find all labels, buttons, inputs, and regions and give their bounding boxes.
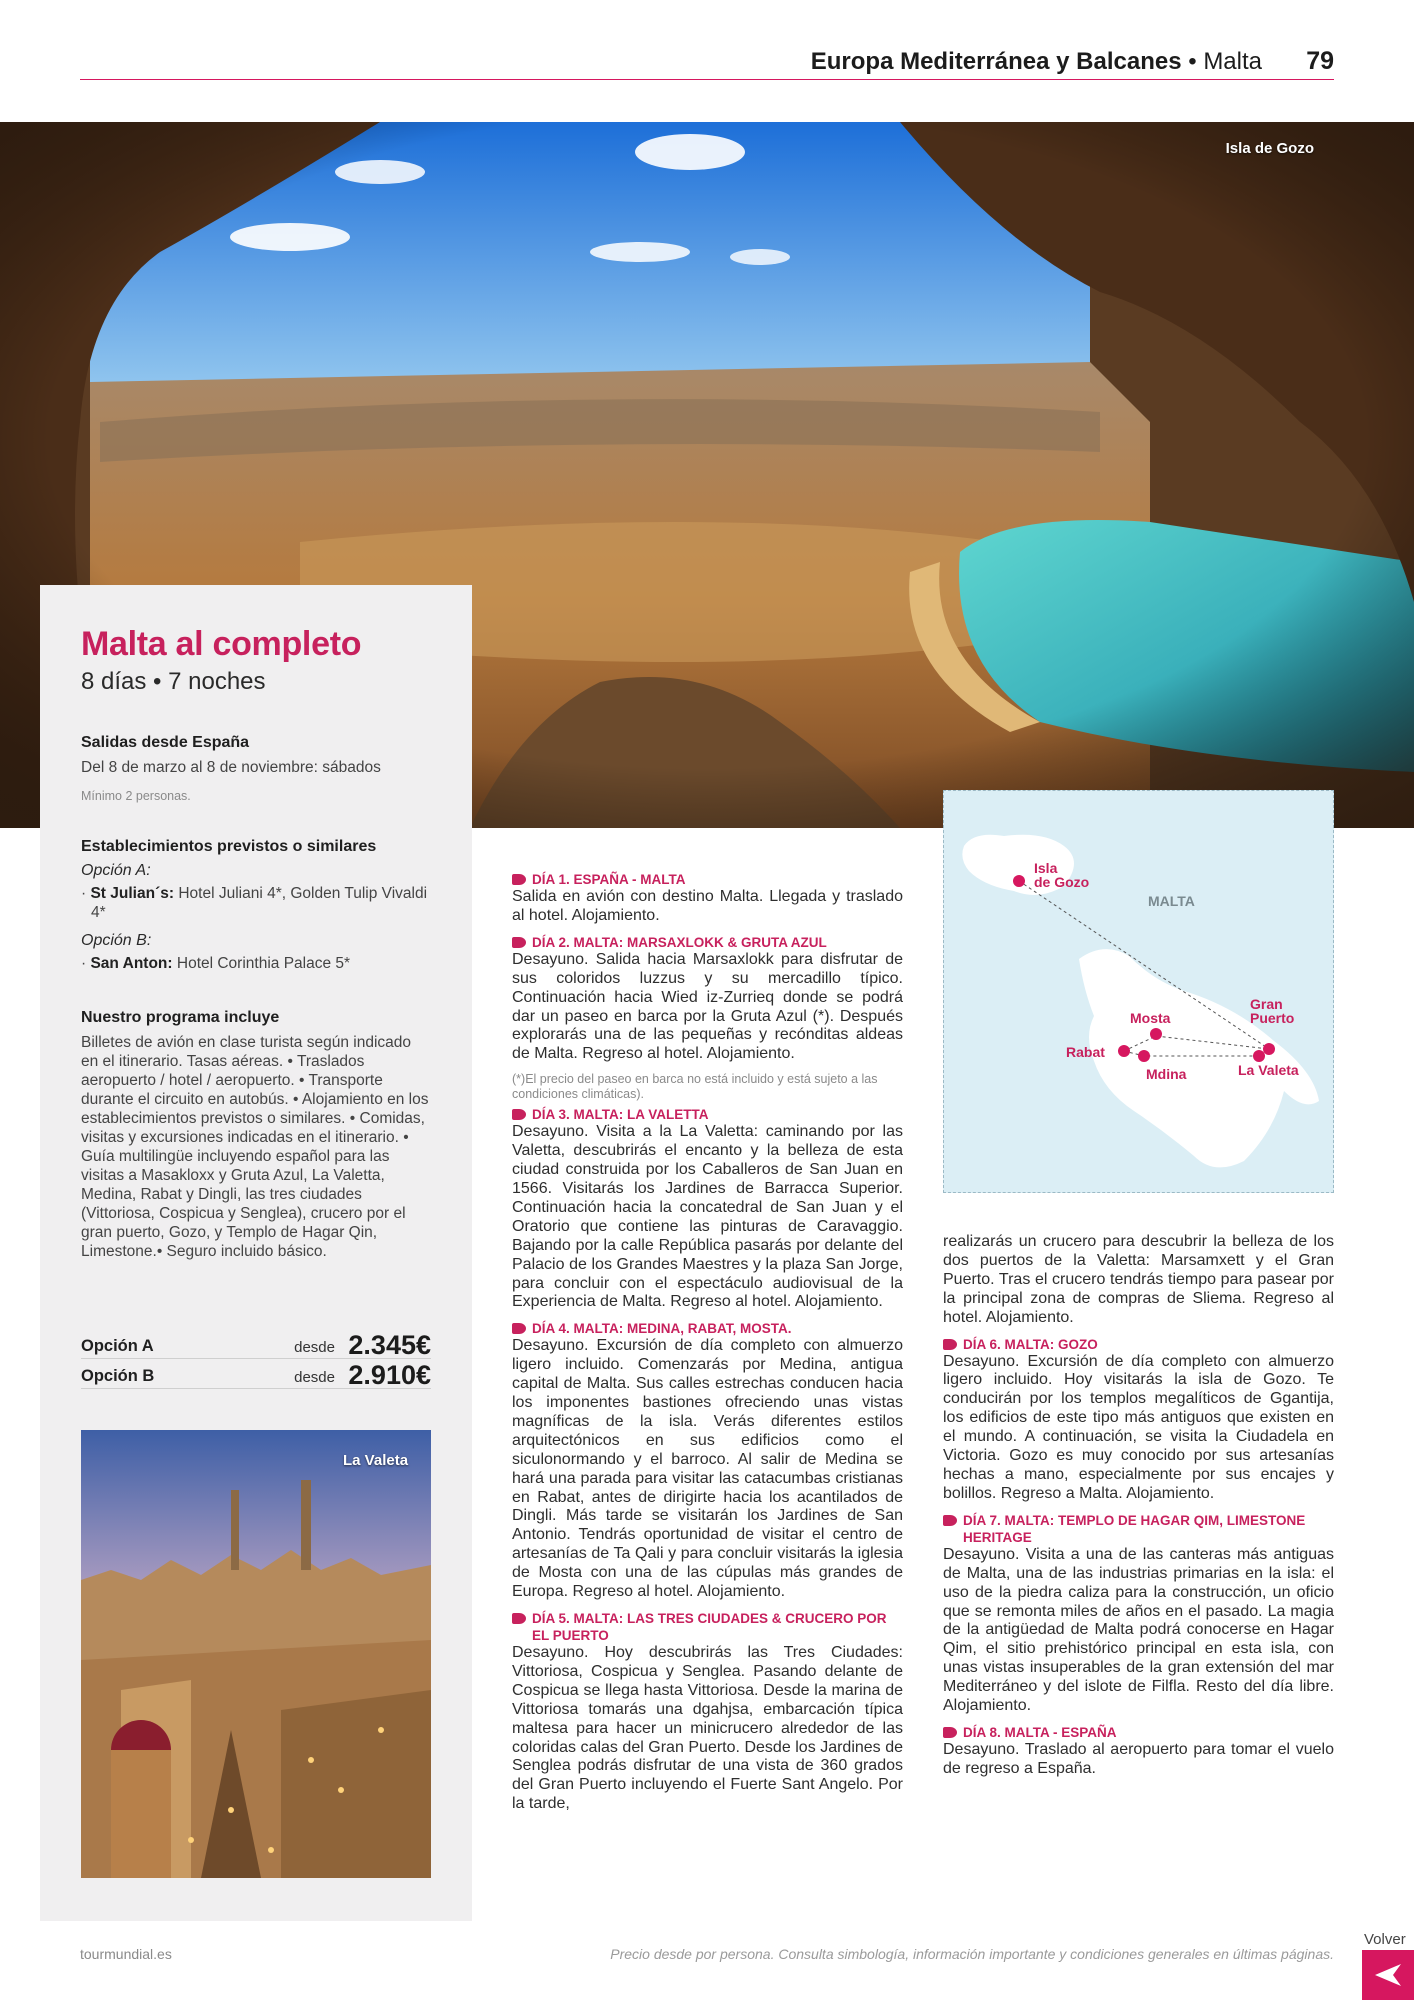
includes-heading: Nuestro programa incluye bbox=[81, 1009, 280, 1026]
itinerary-column-1 bbox=[512, 867, 903, 1814]
page-number: 79 bbox=[1306, 47, 1334, 75]
photo-la-valeta bbox=[81, 1430, 431, 1878]
option-b-label: Opción B: bbox=[81, 932, 152, 949]
map-pin-la-valeta bbox=[1253, 1050, 1265, 1062]
map-label-rabat: Rabat bbox=[1066, 1044, 1105, 1060]
itinerary-day-5-continued: realizarás un crucero para descubrir la belleza de los dos puertos de la Valetta: Marsamxett y el Gran Puerto. Tras el crucero tendrás tiempo para pasear por la principal zona de compras de Sliema. Regreso al hotel. Alojamiento. bbox=[943, 1233, 1334, 1326]
tour-title-box bbox=[40, 585, 472, 828]
tour-duration: 8 días • 7 noches bbox=[81, 668, 266, 695]
itinerary-day-5: DÍA 5. MALTA: LAS TRES CIUDADES & CRUCERO POR EL PUERTO Desayuno. Hoy descubrirás las Tres Ciudades: Vittoriosa, Cospicua y Senglea. Pasando delante de Cospicua se llega hasta Vittoriosa. Desde la marina de Vittoriosa tomarás una dgahjsa, embarcación típica maltesa para hacer un minicrucero alrededor de las coloridas calas del Gran Puerto. Desde los Jardines de Senglea podrás disfrutar de una vista de 360 grados del Gran Puerto incluyendo el Fuerte Sant Angelo. Por la tarde, bbox=[512, 1611, 903, 1813]
map-pin-mosta bbox=[1150, 1028, 1162, 1040]
malta-map bbox=[943, 790, 1334, 1193]
price-value: 2.345€ bbox=[348, 1330, 431, 1360]
itinerary-day-2: DÍA 2. MALTA: MARSAXLOKK & GRUTA AZUL Desayuno. Salida hacia Marsaxlokk para disfrutar de sus coloridos luzzus y su mercadillo típico. Continuación hacia Wied iz-Zurrieq donde se podrá dar un paseo en barca por la Gruta Azul (*). Después explorarás una de las pequeñas y recónditas aldeas de Malta. Regreso al hotel. Alojamiento. (*)El precio del paseo en barca no está incluido y está sujeto a las condiciones climáticas). bbox=[512, 934, 903, 1102]
departures-dates: Del 8 de marzo al 8 de noviembre: sábados bbox=[81, 759, 381, 776]
map-pin-mdina bbox=[1138, 1050, 1150, 1062]
page-header bbox=[80, 44, 1334, 80]
section-title: Europa Mediterránea y Balcanes • Malta bbox=[810, 48, 1262, 75]
itinerary-day-1: DÍA 1. ESPAÑA - MALTA Salida en avión con destino Malta. Llegada y traslado al hotel. Alojamiento. bbox=[512, 872, 903, 924]
map-country-label: MALTA bbox=[1148, 893, 1195, 909]
map-pin-gozo bbox=[1013, 875, 1025, 887]
photo-caption: La Valeta bbox=[343, 1452, 409, 1469]
price-row-option-a: Opción A desde 2.345€ bbox=[81, 1330, 431, 1360]
price-table bbox=[81, 1329, 431, 1389]
minimum-persons: Mínimo 2 personas. bbox=[81, 789, 191, 803]
tour-title: Malta al completo bbox=[81, 625, 362, 663]
price-row-option-b: Opción B desde 2.910€ bbox=[81, 1360, 431, 1390]
itinerary-day-3: DÍA 3. MALTA: LA VALETTA Desayuno. Visita a la La Valetta: caminando por las Valetta, descubrirás el encanto y la belleza de esta ciudad construida por los Caballeros de San Juan en 1566. Visitarás los Jardines de Barracca Superior. Continuación hacia la concatedral de San Juan y el Oratorio que contiene las pinturas de Caravaggio. Bajando por la calle República pasarás por delante del Palacio de los Grandes Maestres y la plaza San Jorge, para concluir con el espectáculo audiovisual de la Experiencia de Malta. Regreso al hotel. Alojamiento. bbox=[512, 1107, 903, 1311]
map-label-gran-puerto: Gran Puerto bbox=[1250, 996, 1295, 1026]
back-button[interactable] bbox=[1362, 1950, 1414, 2000]
hotels-heading: Establecimientos previstos o similares bbox=[81, 838, 377, 855]
itinerary-column-2 bbox=[943, 1233, 1334, 1779]
footer-disclaimer: Precio desde por persona. Consulta simbología, información importante y condiciones generales en últimas páginas. bbox=[610, 1946, 1334, 1962]
map-label-la-valeta: La Valeta bbox=[1238, 1062, 1299, 1078]
option-a-hotels: · St Julian´s: Hotel Juliani 4*, Golden Tulip Vivaldi 4* bbox=[81, 885, 428, 921]
map-pin-gran-puerto bbox=[1263, 1043, 1275, 1055]
price-value: 2.910€ bbox=[348, 1360, 431, 1390]
itinerary-day-6: DÍA 6. MALTA: GOZO Desayuno. Excursión de día completo con almuerzo ligero incluido. Hoy visitarás la isla de Gozo. Te conducirán por los templos megalíticos de Ggantija, los edificios de este tipo más antiguos que existen en el mundo. A continuación, se visita la Ciudadela en Victoria. Gozo es muy conocido por sus artesanías hechas a mano, especialmente por sus encajes y bolillos. Regreso a Malta. Alojamiento. bbox=[943, 1336, 1334, 1502]
option-b-hotels: · San Anton: Hotel Corinthia Palace 5* bbox=[81, 955, 351, 972]
includes-text: Billetes de avión en clase turista según indicado en el itinerario. Tasas aéreas. • Traslados aeropuerto / hotel / aeropuerto. • Transporte durante el circuito en autobús. • Alojamiento en los establecimientos previstos o similares. • Comidas, visitas y excursiones indicadas en el itinerario. • Guía multilingüe incluyendo español para las visitas a Masakloxx y Gruta Azul, La Valetta, Medina, Rabat y Dingli, las tres ciudades (Vittoriosa, Cospicua y Senglea), crucero por el gran puerto, Gozo, y Templo de Hagar Qin, Limestone.• Seguro incluido básico. bbox=[81, 1034, 429, 1260]
map-label-mosta: Mosta bbox=[1130, 1010, 1171, 1026]
option-a-label: Opción A: bbox=[81, 862, 151, 879]
arrow-left-icon bbox=[1373, 1962, 1403, 1988]
sidebar-content bbox=[81, 838, 431, 1261]
footer-website-link[interactable]: tourmundial.es bbox=[80, 1946, 172, 1962]
departures-heading: Salidas desde España bbox=[81, 734, 250, 751]
hero-caption: Isla de Gozo bbox=[1225, 140, 1314, 157]
boat-note: (*)El precio del paseo en barca no está incluido y está sujeto a las condiciones climáticas). bbox=[512, 1072, 878, 1102]
map-label-gozo: Isla de Gozo bbox=[1034, 860, 1090, 890]
itinerary-day-8: DÍA 8. MALTA - ESPAÑA Desayuno. Traslado al aeropuerto para tomar el vuelo de regreso a España. bbox=[943, 1724, 1334, 1777]
map-pin-rabat bbox=[1118, 1045, 1130, 1057]
back-label[interactable]: Volver bbox=[1364, 1931, 1406, 1948]
itinerary-day-4: DÍA 4. MALTA: MEDINA, RABAT, MOSTA. Desayuno. Excursión de día completo con almuerzo ligero incluido. Comenzarás por Medina, antigua capital de Malta. Sus calles estrechas conducen hacia los imponentes bastiones ofreciendo unas vistas magníficas de la isla. Verás diferentes estilos arquitectónicos en sus edificios como el siculonormando y el barroco. Al salir de Medina se hará una parada para visitar las catacumbas cristianas en Rabat, antes de dirigirte hacia los acantilados de Dingli. Más tarde se visitarán los Jardines de San Antonio. Tendrás oportunidad de visitar el centro de artesanías de Ta Qali y para concluir visitarás la iglesia de Mosta con una de las cúpulas más grandes de Europa. Regreso al hotel. Alojamiento. bbox=[512, 1321, 903, 1601]
map-label-mdina: Mdina bbox=[1146, 1066, 1187, 1082]
itinerary-day-7: DÍA 7. MALTA: TEMPLO DE HAGAR QIM, LIMESTONE HERITAGE Desayuno. Visita a una de las canteras más antiguas de Malta, una de las industrias primarias en la isla: el uso de la piedra caliza para la construcción, un oficio que se remonta miles de años en el pasado. La magia de la antigüedad de Malta podrá conocerse en Hagar Qim, el sitio prehistórico principal en esta isla, con unas vistas insuperables de la gran extensión del mar Mediterráneo y del islote de Filfla. Resto del día libre. Alojamiento. bbox=[943, 1512, 1334, 1715]
